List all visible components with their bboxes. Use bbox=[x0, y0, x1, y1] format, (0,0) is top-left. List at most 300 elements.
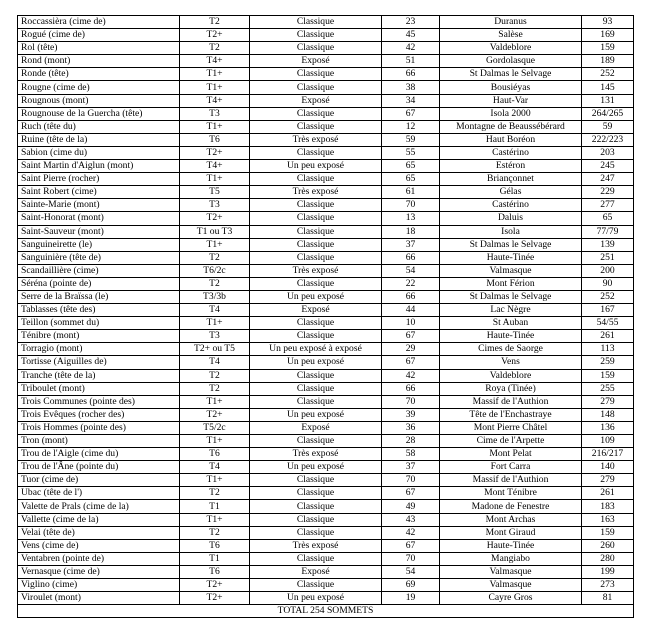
page-cell: 259 bbox=[582, 356, 634, 369]
number-cell: 34 bbox=[382, 94, 440, 107]
difficulty-cell: T2 bbox=[180, 526, 250, 539]
number-cell: 22 bbox=[382, 277, 440, 290]
exposure-cell: Classique bbox=[250, 277, 382, 290]
sector-cell: Haute-Tinée bbox=[440, 539, 582, 552]
table-row bbox=[18, 199, 634, 212]
summit-name-cell: Tranche (tête de la) bbox=[18, 369, 180, 382]
difficulty-cell: T3 bbox=[180, 330, 250, 343]
exposure-cell: Un peu exposé bbox=[250, 160, 382, 173]
sector-cell: Haute-Tinée bbox=[440, 251, 582, 264]
exposure-cell: Très exposé bbox=[250, 264, 382, 277]
sector-cell: Isola 2000 bbox=[440, 107, 582, 120]
exposure-cell: Classique bbox=[250, 120, 382, 133]
page-cell: 159 bbox=[582, 526, 634, 539]
summit-name-cell: Saint Martin d'Aiglun (mont) bbox=[18, 160, 180, 173]
summit-name-cell: Teillon (sommet du) bbox=[18, 317, 180, 330]
exposure-cell: Classique bbox=[250, 29, 382, 42]
difficulty-cell: T2+ bbox=[180, 408, 250, 421]
summit-name-cell: Tuor (cime de) bbox=[18, 474, 180, 487]
number-cell: 29 bbox=[382, 343, 440, 356]
exposure-cell: Classique bbox=[250, 552, 382, 565]
table-row bbox=[18, 539, 634, 552]
table-row bbox=[18, 513, 634, 526]
summit-name-cell: Ruch (tête du) bbox=[18, 120, 180, 133]
number-cell: 59 bbox=[382, 133, 440, 146]
page-cell: 159 bbox=[582, 369, 634, 382]
exposure-cell: Classique bbox=[250, 68, 382, 81]
summit-name-cell: Saint Pierre (rocher) bbox=[18, 173, 180, 186]
table-row bbox=[18, 526, 634, 539]
summit-name-cell: Torragio (mont) bbox=[18, 343, 180, 356]
difficulty-cell: T5/2c bbox=[180, 421, 250, 434]
summit-name-cell: Ventabren (pointe de) bbox=[18, 552, 180, 565]
difficulty-cell: T3/3b bbox=[180, 290, 250, 303]
page-cell: 136 bbox=[582, 421, 634, 434]
table-row bbox=[18, 173, 634, 186]
number-cell: 67 bbox=[382, 356, 440, 369]
table-row bbox=[18, 500, 634, 513]
summit-name-cell: Ronde (tête) bbox=[18, 68, 180, 81]
exposure-cell: Classique bbox=[250, 238, 382, 251]
number-cell: 18 bbox=[382, 225, 440, 238]
number-cell: 65 bbox=[382, 160, 440, 173]
difficulty-cell: T2+ bbox=[180, 212, 250, 225]
difficulty-cell: T4+ bbox=[180, 55, 250, 68]
number-cell: 70 bbox=[382, 199, 440, 212]
sector-cell: Mont Ténibre bbox=[440, 487, 582, 500]
page-cell: 199 bbox=[582, 565, 634, 578]
page-cell: 167 bbox=[582, 304, 634, 317]
table-row bbox=[18, 421, 634, 434]
difficulty-cell: T3 bbox=[180, 107, 250, 120]
number-cell: 37 bbox=[382, 238, 440, 251]
page-cell: 255 bbox=[582, 382, 634, 395]
exposure-cell: Un peu exposé bbox=[250, 461, 382, 474]
difficulty-cell: T2+ bbox=[180, 146, 250, 159]
number-cell: 58 bbox=[382, 448, 440, 461]
total-row bbox=[18, 605, 634, 618]
number-cell: 65 bbox=[382, 173, 440, 186]
summit-name-cell: Trois Hommes (pointe des) bbox=[18, 421, 180, 434]
sector-cell: Haut Boréon bbox=[440, 133, 582, 146]
page-cell: 183 bbox=[582, 500, 634, 513]
page-cell: 109 bbox=[582, 435, 634, 448]
exposure-cell: Classique bbox=[250, 526, 382, 539]
table-row bbox=[18, 304, 634, 317]
total-label: TOTAL 254 SOMMETS bbox=[18, 605, 634, 618]
number-cell: 38 bbox=[382, 81, 440, 94]
exposure-cell: Classique bbox=[250, 173, 382, 186]
difficulty-cell: T6 bbox=[180, 539, 250, 552]
table-row bbox=[18, 146, 634, 159]
exposure-cell: Classique bbox=[250, 513, 382, 526]
exposure-cell: Un peu exposé bbox=[250, 290, 382, 303]
sector-cell: Fort Carra bbox=[440, 461, 582, 474]
summit-name-cell: Rougnous (mont) bbox=[18, 94, 180, 107]
number-cell: 28 bbox=[382, 435, 440, 448]
summit-name-cell: Trou de l'Âne (pointe du) bbox=[18, 461, 180, 474]
sector-cell: Mont Pelat bbox=[440, 448, 582, 461]
sector-cell: Valmasque bbox=[440, 579, 582, 592]
difficulty-cell: T6 bbox=[180, 565, 250, 578]
table-row bbox=[18, 408, 634, 421]
difficulty-cell: T2+ bbox=[180, 29, 250, 42]
page-cell: 139 bbox=[582, 238, 634, 251]
exposure-cell: Classique bbox=[250, 395, 382, 408]
number-cell: 67 bbox=[382, 487, 440, 500]
page-cell: 216/217 bbox=[582, 448, 634, 461]
number-cell: 44 bbox=[382, 304, 440, 317]
exposure-cell: Classique bbox=[250, 435, 382, 448]
exposure-cell: Exposé bbox=[250, 94, 382, 107]
number-cell: 55 bbox=[382, 146, 440, 159]
difficulty-cell: T1+ bbox=[180, 173, 250, 186]
number-cell: 42 bbox=[382, 526, 440, 539]
table-row bbox=[18, 133, 634, 146]
exposure-cell: Exposé bbox=[250, 421, 382, 434]
number-cell: 69 bbox=[382, 579, 440, 592]
summit-name-cell: Rougnouse de la Guercha (tête) bbox=[18, 107, 180, 120]
table-row bbox=[18, 94, 634, 107]
exposure-cell: Un peu exposé à exposé bbox=[250, 343, 382, 356]
number-cell: 66 bbox=[382, 290, 440, 303]
sector-cell: Castérino bbox=[440, 146, 582, 159]
summit-name-cell: Trois Evêques (rocher des) bbox=[18, 408, 180, 421]
table-row bbox=[18, 565, 634, 578]
difficulty-cell: T1 bbox=[180, 500, 250, 513]
table-row bbox=[18, 120, 634, 133]
table-row bbox=[18, 107, 634, 120]
table-row bbox=[18, 68, 634, 81]
exposure-cell: Très exposé bbox=[250, 539, 382, 552]
sector-cell: St Dalmas le Selvage bbox=[440, 238, 582, 251]
sector-cell: Valmasque bbox=[440, 264, 582, 277]
difficulty-cell: T1+ bbox=[180, 238, 250, 251]
summit-name-cell: Triboulet (mont) bbox=[18, 382, 180, 395]
page-cell: 252 bbox=[582, 290, 634, 303]
number-cell: 23 bbox=[382, 16, 440, 29]
difficulty-cell: T1+ bbox=[180, 120, 250, 133]
number-cell: 70 bbox=[382, 552, 440, 565]
summit-name-cell: Valette de Prals (cime de la) bbox=[18, 500, 180, 513]
sector-cell: Bousiéyas bbox=[440, 81, 582, 94]
number-cell: 67 bbox=[382, 330, 440, 343]
table-row bbox=[18, 212, 634, 225]
page-cell: 189 bbox=[582, 55, 634, 68]
exposure-cell: Classique bbox=[250, 487, 382, 500]
sector-cell: St Dalmas le Selvage bbox=[440, 68, 582, 81]
table-row bbox=[18, 369, 634, 382]
number-cell: 13 bbox=[382, 212, 440, 225]
table-row bbox=[18, 395, 634, 408]
page-cell: 131 bbox=[582, 94, 634, 107]
page-cell: 159 bbox=[582, 42, 634, 55]
sector-cell: Estéron bbox=[440, 160, 582, 173]
difficulty-cell: T4 bbox=[180, 356, 250, 369]
summit-name-cell: Saint-Sauveur (mont) bbox=[18, 225, 180, 238]
page-cell: 59 bbox=[582, 120, 634, 133]
page-cell: 247 bbox=[582, 173, 634, 186]
number-cell: 37 bbox=[382, 461, 440, 474]
summit-name-cell: Saint-Honorat (mont) bbox=[18, 212, 180, 225]
table-row bbox=[18, 55, 634, 68]
sector-cell: Gordolasque bbox=[440, 55, 582, 68]
number-cell: 19 bbox=[382, 592, 440, 605]
difficulty-cell: T2 bbox=[180, 251, 250, 264]
exposure-cell: Classique bbox=[250, 146, 382, 159]
difficulty-cell: T1+ bbox=[180, 435, 250, 448]
exposure-cell: Classique bbox=[250, 225, 382, 238]
summit-name-cell: Tablasses (tête des) bbox=[18, 304, 180, 317]
sector-cell: Montagne de Beaussébérard bbox=[440, 120, 582, 133]
table-row bbox=[18, 251, 634, 264]
exposure-cell: Classique bbox=[250, 500, 382, 513]
summit-name-cell: Saint Robert (cime) bbox=[18, 186, 180, 199]
number-cell: 66 bbox=[382, 68, 440, 81]
summit-name-cell: Scandaillière (cime) bbox=[18, 264, 180, 277]
table-row bbox=[18, 448, 634, 461]
table-row bbox=[18, 592, 634, 605]
difficulty-cell: T2 bbox=[180, 369, 250, 382]
exposure-cell: Classique bbox=[250, 212, 382, 225]
sector-cell: Mont Giraud bbox=[440, 526, 582, 539]
number-cell: 66 bbox=[382, 382, 440, 395]
table-row bbox=[18, 186, 634, 199]
sector-cell: Mont Pierre Châtel bbox=[440, 421, 582, 434]
table-row bbox=[18, 487, 634, 500]
page-cell: 54/55 bbox=[582, 317, 634, 330]
sector-cell: Briançonnet bbox=[440, 173, 582, 186]
table-row bbox=[18, 238, 634, 251]
summit-name-cell: Séréna (pointe de) bbox=[18, 277, 180, 290]
page-cell: 279 bbox=[582, 395, 634, 408]
sector-cell: Daluis bbox=[440, 212, 582, 225]
exposure-cell: Classique bbox=[250, 199, 382, 212]
sector-cell: Madone de Fenestre bbox=[440, 500, 582, 513]
table-row bbox=[18, 81, 634, 94]
exposure-cell: Très exposé bbox=[250, 133, 382, 146]
summit-name-cell: Sanguinière (tête de) bbox=[18, 251, 180, 264]
table-row bbox=[18, 16, 634, 29]
number-cell: 54 bbox=[382, 565, 440, 578]
difficulty-cell: T6 bbox=[180, 448, 250, 461]
summit-name-cell: Sabion (cime du) bbox=[18, 146, 180, 159]
exposure-cell: Exposé bbox=[250, 55, 382, 68]
page-cell: 203 bbox=[582, 146, 634, 159]
difficulty-cell: T2+ bbox=[180, 592, 250, 605]
page-cell: 90 bbox=[582, 277, 634, 290]
number-cell: 70 bbox=[382, 395, 440, 408]
summit-name-cell: Roccassièra (cime de) bbox=[18, 16, 180, 29]
exposure-cell: Classique bbox=[250, 81, 382, 94]
number-cell: 54 bbox=[382, 264, 440, 277]
number-cell: 42 bbox=[382, 42, 440, 55]
exposure-cell: Un peu exposé bbox=[250, 592, 382, 605]
table-row bbox=[18, 317, 634, 330]
summit-name-cell: Ubac (tête de l') bbox=[18, 487, 180, 500]
summit-name-cell: Ruine (tête de la) bbox=[18, 133, 180, 146]
sector-cell: St Auban bbox=[440, 317, 582, 330]
page-cell: 229 bbox=[582, 186, 634, 199]
sector-cell: Cayre Gros bbox=[440, 592, 582, 605]
sector-cell: Cimes de Saorge bbox=[440, 343, 582, 356]
table-row bbox=[18, 461, 634, 474]
difficulty-cell: T1+ bbox=[180, 474, 250, 487]
sector-cell: Vens bbox=[440, 356, 582, 369]
sector-cell: Mont Archas bbox=[440, 513, 582, 526]
page-cell: 113 bbox=[582, 343, 634, 356]
difficulty-cell: T1 bbox=[180, 552, 250, 565]
exposure-cell: Classique bbox=[250, 251, 382, 264]
summits-table-body bbox=[18, 16, 634, 605]
difficulty-cell: T2+ bbox=[180, 579, 250, 592]
number-cell: 12 bbox=[382, 120, 440, 133]
sector-cell: Duranus bbox=[440, 16, 582, 29]
exposure-cell: Exposé bbox=[250, 304, 382, 317]
number-cell: 49 bbox=[382, 500, 440, 513]
sector-cell: Valdeblore bbox=[440, 369, 582, 382]
page-cell: 65 bbox=[582, 212, 634, 225]
table-row bbox=[18, 356, 634, 369]
summit-name-cell: Sainte-Marie (mont) bbox=[18, 199, 180, 212]
difficulty-cell: T2 bbox=[180, 42, 250, 55]
summit-name-cell: Vens (cime de) bbox=[18, 539, 180, 552]
page-cell: 273 bbox=[582, 579, 634, 592]
exposure-cell: Très exposé bbox=[250, 448, 382, 461]
exposure-cell: Classique bbox=[250, 16, 382, 29]
summit-name-cell: Viroulet (mont) bbox=[18, 592, 180, 605]
sector-cell: Cime de l'Arpette bbox=[440, 435, 582, 448]
difficulty-cell: T2+ ou T5 bbox=[180, 343, 250, 356]
number-cell: 51 bbox=[382, 55, 440, 68]
difficulty-cell: T1+ bbox=[180, 513, 250, 526]
exposure-cell: Classique bbox=[250, 317, 382, 330]
table-row bbox=[18, 225, 634, 238]
page-cell: 77/79 bbox=[582, 225, 634, 238]
page-cell: 260 bbox=[582, 539, 634, 552]
difficulty-cell: T1+ bbox=[180, 81, 250, 94]
number-cell: 42 bbox=[382, 369, 440, 382]
exposure-cell: Classique bbox=[250, 474, 382, 487]
page-cell: 222/223 bbox=[582, 133, 634, 146]
table-row bbox=[18, 579, 634, 592]
page-cell: 148 bbox=[582, 408, 634, 421]
number-cell: 61 bbox=[382, 186, 440, 199]
sector-cell: Valdeblore bbox=[440, 42, 582, 55]
sector-cell: Gélas bbox=[440, 186, 582, 199]
summit-name-cell: Rogué (cime de) bbox=[18, 29, 180, 42]
page-cell: 277 bbox=[582, 199, 634, 212]
page-cell: 245 bbox=[582, 160, 634, 173]
difficulty-cell: T4 bbox=[180, 461, 250, 474]
summit-name-cell: Vallette (cime de la) bbox=[18, 513, 180, 526]
exposure-cell: Exposé bbox=[250, 565, 382, 578]
table-row bbox=[18, 343, 634, 356]
exposure-cell: Classique bbox=[250, 369, 382, 382]
table-row bbox=[18, 29, 634, 42]
difficulty-cell: T2 bbox=[180, 382, 250, 395]
page-cell: 280 bbox=[582, 552, 634, 565]
sector-cell: Mangiabo bbox=[440, 552, 582, 565]
table-row bbox=[18, 435, 634, 448]
difficulty-cell: T2 bbox=[180, 487, 250, 500]
page-cell: 261 bbox=[582, 487, 634, 500]
difficulty-cell: T6/2c bbox=[180, 264, 250, 277]
number-cell: 10 bbox=[382, 317, 440, 330]
table-row bbox=[18, 290, 634, 303]
sector-cell: Massif de l'Authion bbox=[440, 474, 582, 487]
sector-cell: Haute-Tinée bbox=[440, 330, 582, 343]
sector-cell: Valmasque bbox=[440, 565, 582, 578]
summit-name-cell: Rond (mont) bbox=[18, 55, 180, 68]
table-row bbox=[18, 160, 634, 173]
number-cell: 45 bbox=[382, 29, 440, 42]
difficulty-cell: T2 bbox=[180, 277, 250, 290]
sector-cell: Haut-Var bbox=[440, 94, 582, 107]
difficulty-cell: T2 bbox=[180, 16, 250, 29]
number-cell: 39 bbox=[382, 408, 440, 421]
sector-cell: St Dalmas le Selvage bbox=[440, 290, 582, 303]
summit-name-cell: Trou de l'Aigle (cime du) bbox=[18, 448, 180, 461]
difficulty-cell: T3 bbox=[180, 199, 250, 212]
exposure-cell: Classique bbox=[250, 330, 382, 343]
number-cell: 43 bbox=[382, 513, 440, 526]
exposure-cell: Classique bbox=[250, 42, 382, 55]
number-cell: 67 bbox=[382, 107, 440, 120]
number-cell: 70 bbox=[382, 474, 440, 487]
difficulty-cell: T4+ bbox=[180, 160, 250, 173]
summits-table bbox=[17, 15, 634, 618]
sector-cell: Lac Nègre bbox=[440, 304, 582, 317]
sector-cell: Isola bbox=[440, 225, 582, 238]
summit-name-cell: Vernasque (cime de) bbox=[18, 565, 180, 578]
page-cell: 169 bbox=[582, 29, 634, 42]
page-cell: 145 bbox=[582, 81, 634, 94]
number-cell: 36 bbox=[382, 421, 440, 434]
page-cell: 163 bbox=[582, 513, 634, 526]
sector-cell: Roya (Tinée) bbox=[440, 382, 582, 395]
exposure-cell: Un peu exposé bbox=[250, 408, 382, 421]
page-cell: 251 bbox=[582, 251, 634, 264]
page-cell: 93 bbox=[582, 16, 634, 29]
table-row bbox=[18, 330, 634, 343]
summit-name-cell: Tron (mont) bbox=[18, 435, 180, 448]
difficulty-cell: T1 ou T3 bbox=[180, 225, 250, 238]
page-cell: 140 bbox=[582, 461, 634, 474]
summit-name-cell: Tortisse (Aiguilles de) bbox=[18, 356, 180, 369]
summit-name-cell: Rol (tête) bbox=[18, 42, 180, 55]
exposure-cell: Très exposé bbox=[250, 186, 382, 199]
summit-name-cell: Trois Communes (pointe des) bbox=[18, 395, 180, 408]
table-row bbox=[18, 552, 634, 565]
difficulty-cell: T5 bbox=[180, 186, 250, 199]
exposure-cell: Classique bbox=[250, 382, 382, 395]
summit-name-cell: Sanguineirette (le) bbox=[18, 238, 180, 251]
sector-cell: Tête de l'Enchastraye bbox=[440, 408, 582, 421]
sector-cell: Massif de l'Authion bbox=[440, 395, 582, 408]
summit-name-cell: Serre de la Braïssa (le) bbox=[18, 290, 180, 303]
difficulty-cell: T4 bbox=[180, 304, 250, 317]
page-cell: 264/265 bbox=[582, 107, 634, 120]
page-cell: 261 bbox=[582, 330, 634, 343]
exposure-cell: Classique bbox=[250, 579, 382, 592]
summit-name-cell: Velai (tête de) bbox=[18, 526, 180, 539]
difficulty-cell: T4+ bbox=[180, 94, 250, 107]
page-cell: 200 bbox=[582, 264, 634, 277]
number-cell: 66 bbox=[382, 251, 440, 264]
exposure-cell: Un peu exposé bbox=[250, 356, 382, 369]
table-row bbox=[18, 42, 634, 55]
